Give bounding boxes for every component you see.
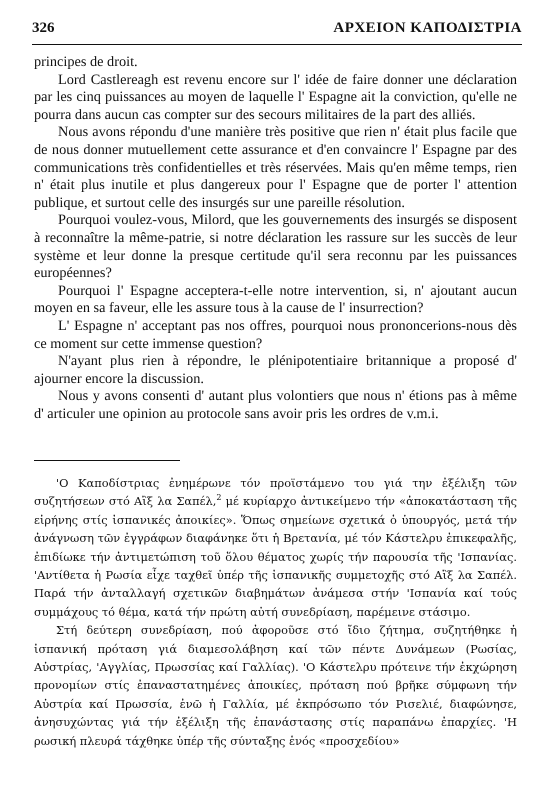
running-title: ΑΡΧΕΙΟΝ ΚΑΠΟΔΙΣΤΡΙΑ (333, 20, 522, 36)
paragraph: Pourquoi l' Espagne acceptera-t-elle notre intervention, si, n' ajoutant aucun moyen en sa faveur, elle les assure tous à la cause de l' insurrection? (34, 282, 517, 317)
header-rule (32, 44, 522, 45)
paragraph: Lord Castlereagh est revenu encore sur l' idée de faire donner une déclaration par les cinq puissances au moyen de laquelle l' Espagne ait la conviction, qu'elle ne pourra dans aucun cas compter sur des secours militaires de la part des alliés. (34, 71, 517, 123)
page-number: 326 (32, 20, 55, 36)
paragraph: principes de droit. (34, 54, 138, 70)
main-text (34, 54, 517, 423)
footnote-reference: 2 (216, 493, 222, 503)
footnote-paragraph (34, 474, 517, 621)
page-header (32, 20, 522, 40)
footnote-text: 'Ο Καποδίστριας ἐνημέρωνε τόν προϊστάμενο του γιά την ἐξέλιξη τῶν συζητήσεων στό Αἲξ λα Σαπέλ, (34, 476, 517, 509)
paragraph: N'ayant plus rien à répondre, le plénipotentiaire britannique a proposé d' ajourner encore la discussion. (34, 353, 517, 387)
footnote-paragraph: Στή δεύτερη συνεδρίαση, πού ἀφοροῦσε στό ἴδιο ζήτημα, συζητήθηκε ἡ ἰσπανική πρόταση γιά διαμεσολάβηση καί τῶν πέντε Δυνάμεων (Ρωσίας, Αὐστρίας, 'Αγγλίας, Πρωσσίας καί Γαλλίας). 'Ο Κάστελρυ πρότεινε τήν ἐκχώρηση προνομίων στίς ἐπαναστατημένες ἀποικίες, πρόταση πού βρῆκε σύμφωνη τήν Αὐστρία καί Πρωσσία, ἐνῶ ἡ Γαλλία, μέ ἐκπρόσωπο τόν Ρισελιέ, διαφώνησε, ἀνησυχώντας γιά τήν ἐξέλιξη τῆς ἐπανάστασης στίς παραπάνω ἐπαρχίες. 'Η ρωσική πλευρά τάχθηκε ὑπέρ τῆς σύνταξης ἑνός «προσχεδίου» (34, 623, 517, 748)
footnote (34, 474, 517, 750)
paragraph: Nous avons répondu d'une manière très positive que rien n' était plus facile que de nous donner mutuellement cette assurance et d'en convaincre l' Espagne par des communications très confidentielles et très réservées. Mais qu'en même temps, rien n' était plus inutile et plus dangereux pour l' Espagne que de porter l' attention publique, et surtout celle des insurgés sur une pareille résolution. (34, 124, 517, 211)
footnote-separator (34, 460, 180, 461)
paragraph: L' Espagne n' acceptant pas nos offres, pourquoi nous prononcerions-nous dès ce moment sur cette immense question? (34, 317, 517, 352)
paragraph: Nous y avons consenti d' autant plus volontiers que nous n' étions pas à même d' articuler une opinion au protocole sans avoir pris les ordres de v.m.i. (34, 388, 517, 422)
footnote-text: μέ κυρίαρχο ἀντικείμενο τήν «ἀποκατάσταση τῆς εἰρήνης στίς ἰσπανικές ἀποικίες». Ὅπως σημείωνε σχετικά ὁ ὑπουργός, μετά τήν ἀνάγνωση τῶν ἐγγράφων διαφάνηκε ὅτι ἡ Βρετανία, μέ τόν Κάστελρυ ἐπικεφαλῆς, ἐπιδίωκε τήν ἀντιμετώπιση τοῦ ὅλου θέματος χωρίς τήν παρουσία τῆς 'Ισπανίας. 'Αντίθετα ἡ Ρωσία εἶχε ταχθεῖ ὑπέρ τῆς ἰσπανικῆς συμμετοχῆς στό Αἲξ λα Σαπέλ. Παρά τήν ἀνταλλαγή σχετικῶν διαβημάτων ἀνάμεσα στήν 'Ισπανία καί τούς συμμάχους τό θέμα, κατά τήν πρώτη αὐτή συνεδρίαση, παρέμεινε στάσιμο. (34, 494, 518, 619)
paragraph: Pourquoi voulez-vous, Milord, que les gouvernements des insurgés se disposent à reconnaître la même-patrie, si notre déclaration les rassure sur les succès de leur système et leur donne la presque certitude qu'il sera reconnu par les puissances européennes? (34, 212, 517, 282)
